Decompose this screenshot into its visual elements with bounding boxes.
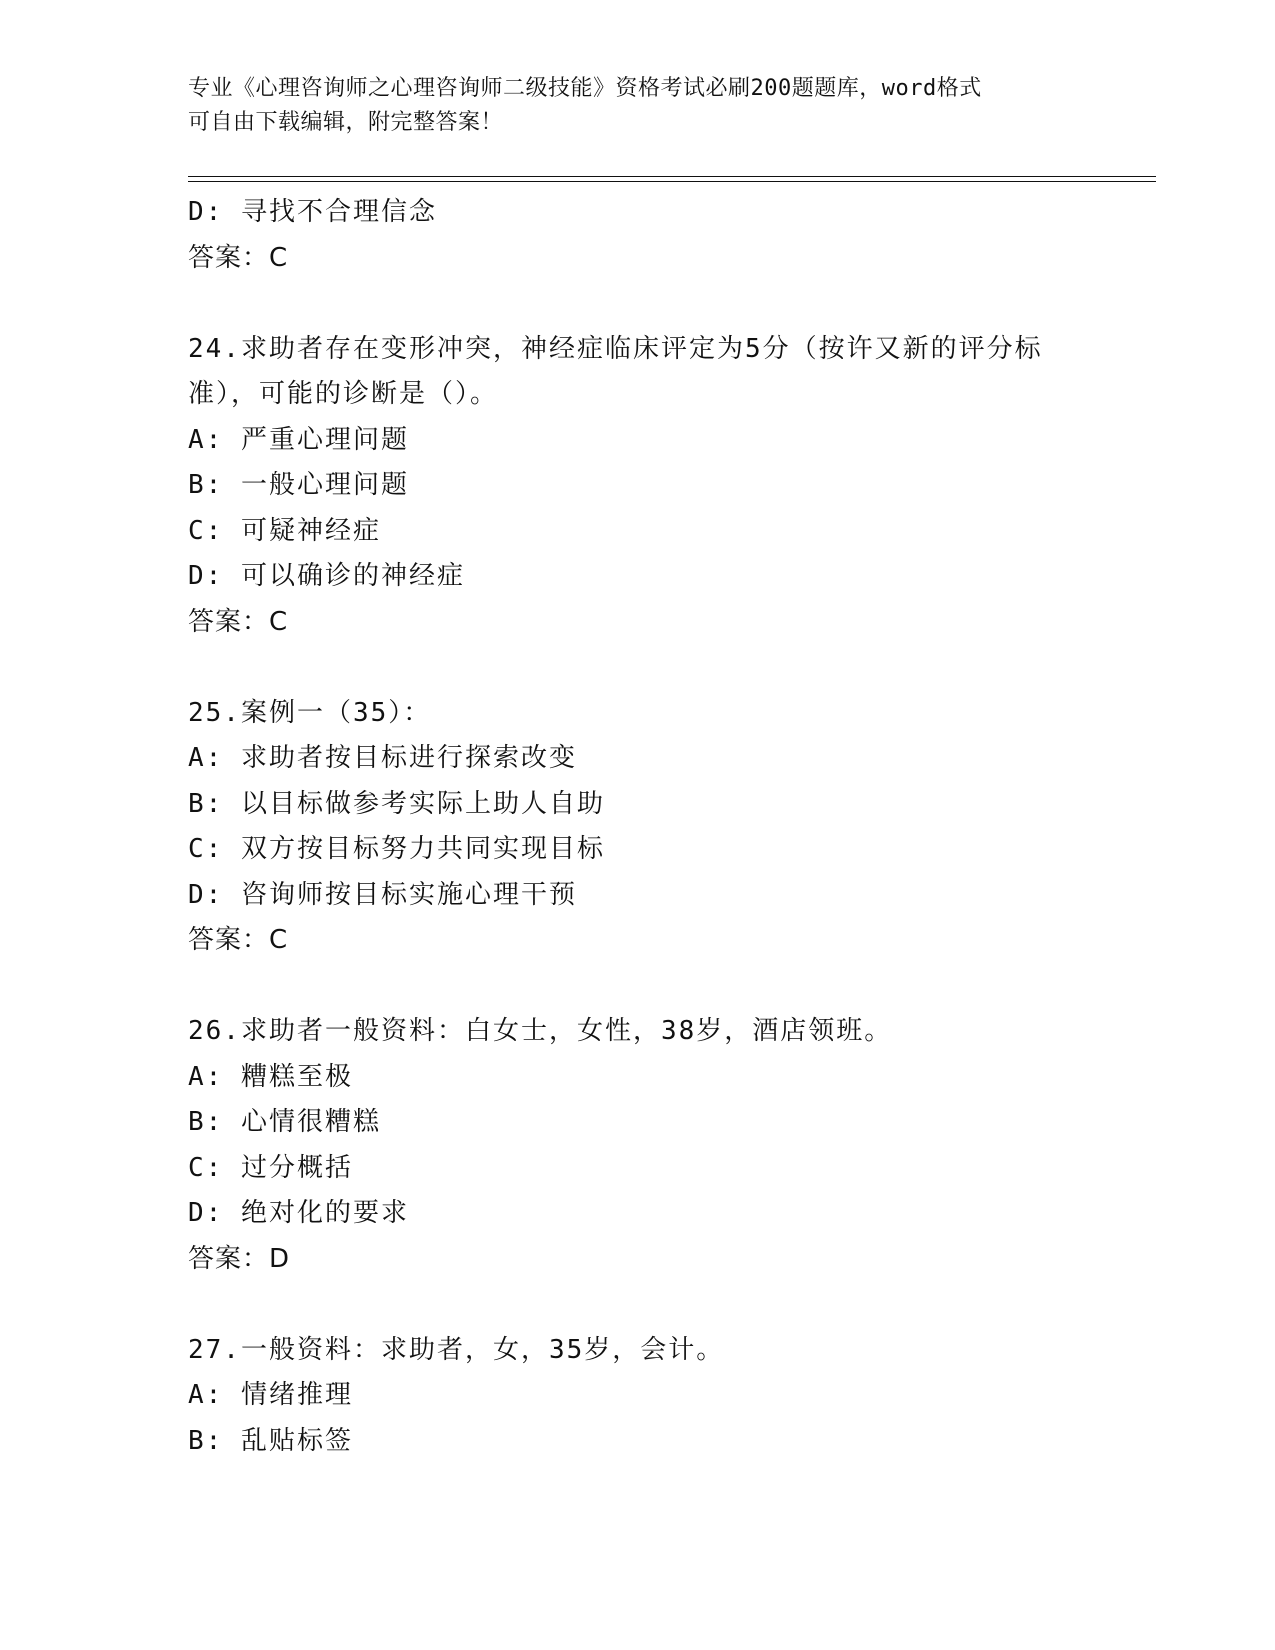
page-header [188,72,1088,140]
q26-answer: 答案：D [188,1243,291,1274]
q27-stem: 27.一般资料：求助者，女，35岁，会计。 [188,1334,725,1365]
question-list [188,190,1088,1464]
q23-option-d: D: 寻找不合理信念 [188,197,437,227]
q24-answer: 答案：C [188,606,289,637]
q24-option-d: D: 可以确诊的神经症 [188,561,465,591]
spacer [188,1282,1088,1328]
header-title-line-2: 可自由下载编辑，附完整答案！ [188,110,504,135]
spacer [188,281,1088,327]
q25-option-b: B: 以目标做参考实际上助人自助 [188,788,605,819]
q25-option-c: C: 双方按目标努力共同实现目标 [188,834,605,864]
q25-option-d: D: 咨询师按目标实施心理干预 [188,879,577,910]
q27-option-a: A: 情绪推理 [188,1380,353,1410]
q27-option-b: B: 乱贴标签 [188,1425,353,1456]
q24-option-b: B: 一般心理问题 [188,470,409,500]
q25-option-a: A: 求助者按目标进行探索改变 [188,743,577,773]
q26-option-c: C: 过分概括 [188,1152,353,1183]
spacer [188,964,1088,1010]
q26-stem: 26.求助者一般资料：白女士，女性，38岁，酒店领班。 [188,1016,893,1046]
q24-stem: 24.求助者存在变形冲突，神经症临床评定为5分（按许又新的评分标准），可能的诊断是（）。 [188,333,1043,409]
spacer [188,645,1088,691]
q24-option-a: A: 严重心理问题 [188,424,409,455]
header-title-line-1: 专业《心理咨询师之心理咨询师二级技能》资格考试必刷200题题库，word格式 [188,76,982,101]
header-rule-top [188,176,1156,177]
q23-answer: 答案：C [188,242,289,273]
q26-option-b: B: 心情很糟糕 [188,1107,381,1137]
header-rule-bottom [188,181,1156,182]
q24-option-c: C: 可疑神经症 [188,515,381,546]
q25-stem: 25.案例一（35）： [188,697,432,728]
q26-option-a: A: 糟糕至极 [188,1061,353,1092]
q25-answer: 答案：C [188,925,289,955]
q26-option-d: D: 绝对化的要求 [188,1198,409,1228]
